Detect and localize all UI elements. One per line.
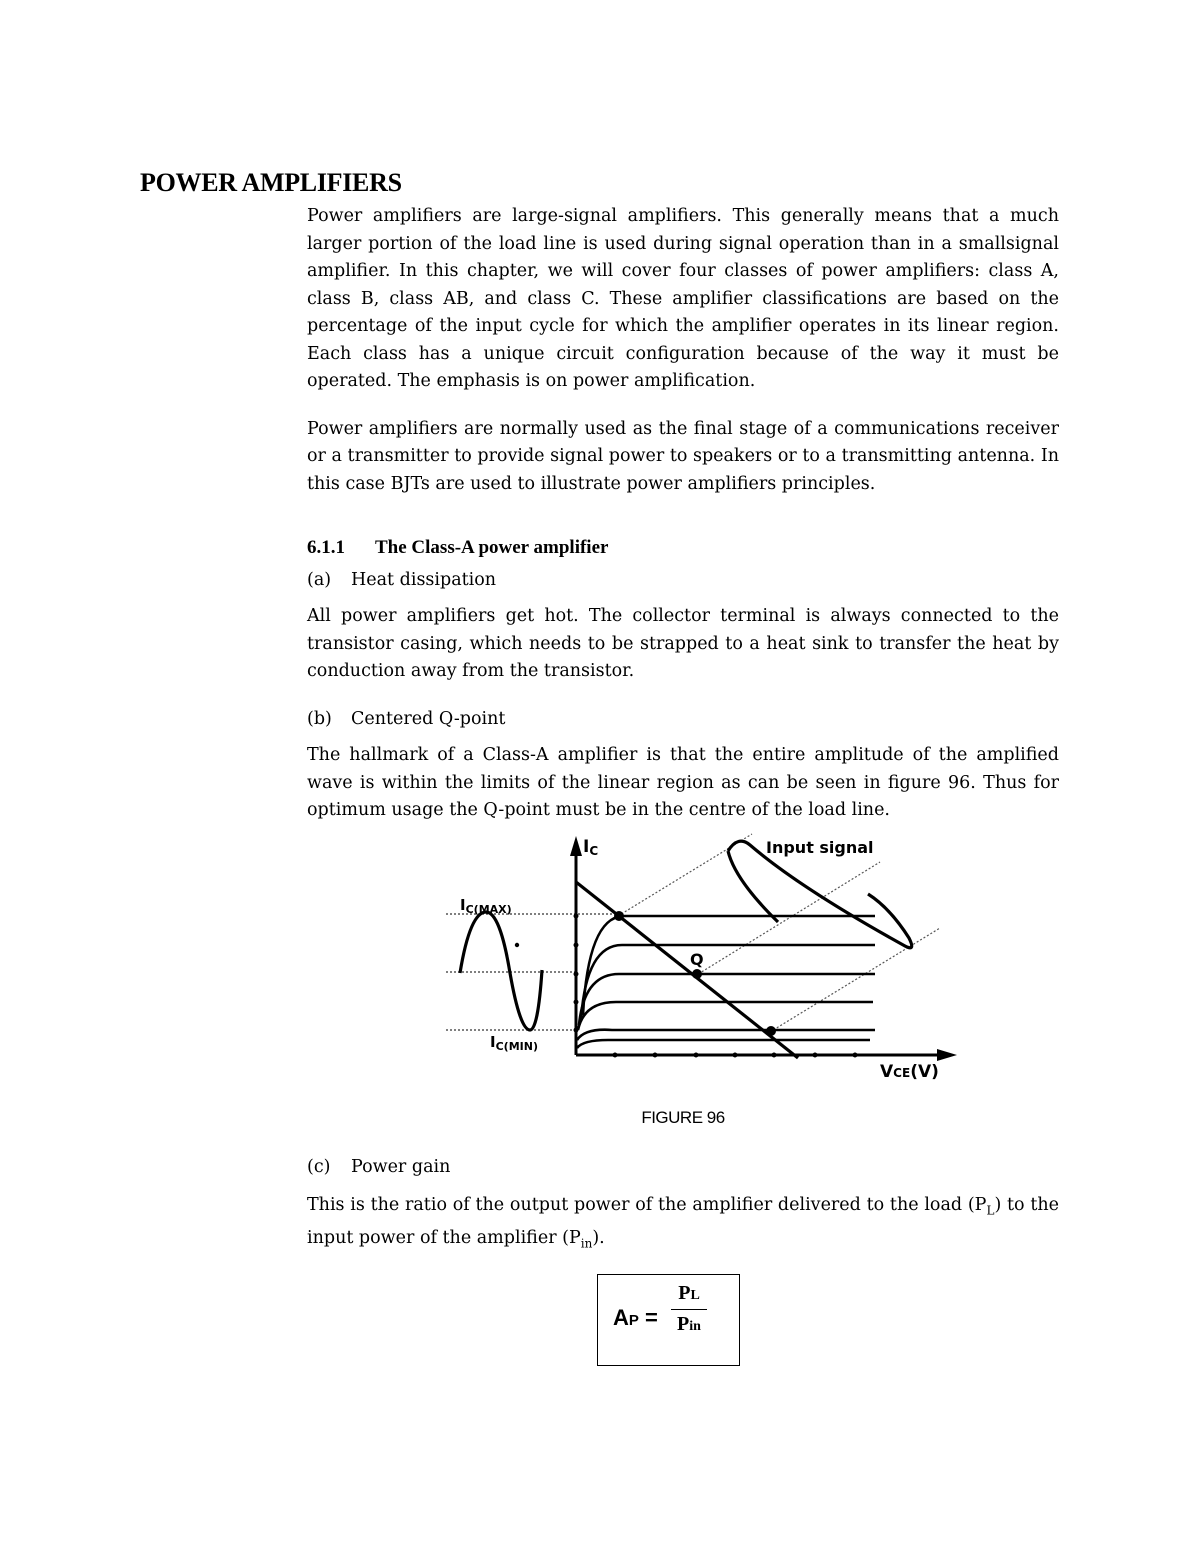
dotted-line-lower	[770, 928, 940, 1032]
axes	[576, 846, 940, 1055]
subsection-a-title: Heat dissipation	[351, 570, 497, 590]
power-gain-formula	[597, 1274, 740, 1366]
section-title: The Class-A power amplifier	[375, 537, 609, 558]
intro-paragraph-1: Power amplifiers are large-signal amplifiers. This generally means that a much larger portion of the load line is used during signal operation than in a smallsignal amplifier. In this chapter, we will cover four classes of power amplifiers: class A, class B, class AB, and class C. These amplifier classifications are based on the percentage of the input cycle for which the amplifier operates in its linear region. Each class has a unique circuit configuration because of the way it must be operated. The emphasis is on power amplification.	[307, 206, 1059, 391]
pl-subscript: L	[986, 1203, 995, 1218]
dotted-line-middle	[695, 862, 880, 976]
curve-5	[581, 945, 875, 1020]
point-ic-max	[614, 911, 624, 921]
power-gain-text-2: ) to the input power of the amplifier (P	[307, 1195, 1059, 1248]
formula-fraction	[671, 1281, 707, 1339]
ic-axis-label: IC	[583, 837, 599, 858]
curve-1	[577, 1040, 870, 1048]
point-ic-min	[766, 1026, 776, 1036]
subsection-b-paragraph: The hallmark of a Class-A amplifier is that the entire amplitude of the amplified wave is within the limits of the linear region as can be seen in figure 96. Thus for optimum usage the Q-point must be in the centre of the load line.	[307, 745, 1059, 820]
y-axis-arrow	[570, 836, 582, 856]
section-number: 6.1.1	[307, 537, 345, 558]
point-q	[692, 969, 702, 979]
axis-tick-dots	[574, 914, 858, 1058]
subsection-b-letter: (b)	[307, 709, 332, 729]
vce-axis-label: VCE(V)	[880, 1062, 939, 1082]
output-current-wave	[460, 912, 542, 1030]
q-point-label: Q	[690, 950, 704, 969]
subsection-b-body	[307, 742, 1059, 825]
intro-section	[307, 203, 1059, 498]
subsection-a-paragraph: All power amplifiers get hot. The collector terminal is always connected to the transistor casing, which needs to be strapped to a heat sink to transfer the heat by conduction away from the transistor.	[307, 606, 1059, 681]
reference-dotted-lines	[446, 914, 618, 1030]
curve-4	[579, 974, 875, 1025]
power-gain-text-1: This is the ratio of the output power of the amplifier delivered to the load (P	[307, 1195, 987, 1215]
stray-dot	[515, 943, 519, 947]
subsection-c-letter: (c)	[307, 1157, 331, 1177]
subsection-a-letter: (a)	[307, 570, 332, 590]
power-gain-text-3: ).	[592, 1228, 605, 1248]
page-title: POWER AMPLIFIERS	[140, 168, 402, 197]
subsection-c-title: Power gain	[351, 1157, 451, 1177]
ic-max-label: $I_{C(MAX)}$	[460, 896, 512, 916]
fraction-bar	[671, 1309, 707, 1310]
formula-lhs: AP =	[613, 1305, 658, 1330]
subsection-c-paragraph	[307, 1192, 1059, 1258]
curve-6	[583, 916, 875, 1015]
formula-denominator: Pin	[677, 1313, 701, 1335]
characteristic-curves	[577, 916, 875, 1048]
subsection-c-body	[307, 1192, 1059, 1258]
curve-2	[577, 1030, 875, 1040]
curve-3	[578, 1002, 873, 1030]
x-axis-arrow	[937, 1049, 957, 1061]
section-heading	[307, 537, 608, 559]
subsection-b-title: Centered Q-point	[351, 709, 506, 729]
subsection-b-heading	[307, 709, 505, 729]
input-signal-label: Input signal	[766, 838, 874, 857]
subsection-c-heading	[307, 1157, 450, 1177]
input-signal-wave	[728, 841, 912, 948]
ic-min-label: $I_{C(MIN)}$	[490, 1033, 538, 1053]
pin-subscript: in	[580, 1236, 593, 1251]
intro-paragraph-2: Power amplifiers are normally used as the final stage of a communications receiver or a transmitter to provide signal power to speakers or to a transmitting antenna. In this case BJTs are used to illustrate power amplifiers principles.	[307, 418, 1059, 494]
subsection-a-heading	[307, 570, 496, 590]
subsection-a-body	[307, 603, 1059, 686]
formula-numerator: PL	[678, 1282, 700, 1304]
load-line-diagram	[440, 826, 970, 1086]
figure-caption: FIGURE 96	[641, 1108, 725, 1127]
